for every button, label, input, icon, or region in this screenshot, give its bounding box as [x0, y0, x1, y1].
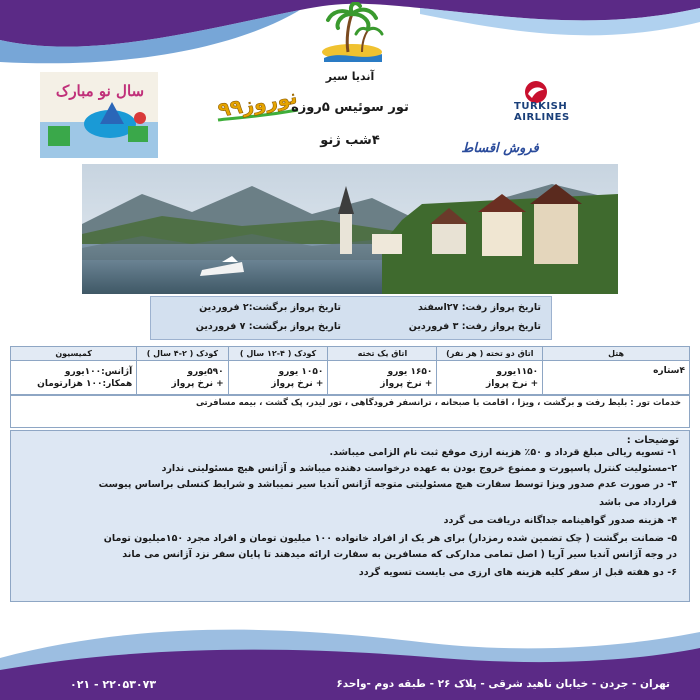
airline-name-line2: AIRLINES — [514, 111, 570, 123]
price-table-header-row — [11, 347, 690, 361]
child-4-12-price: ۱۰۵۰ یورو — [278, 366, 324, 377]
double-room-note: + نرخ پرواز — [486, 379, 539, 389]
note-item-6: ۶- دو هفته قبل از سفر کلیه هزینه های ارزی می بایست تسویه گردد — [358, 567, 677, 578]
double-room-price: ۱۱۵۰یورو — [496, 366, 539, 377]
agency-logo — [312, 2, 392, 66]
note-item-2: ۲-مسئولیت کنترل پاسپورت و ممنوع خروج بودن به عهده درخواست دهنده میباشد و آژانس هیچ مسئولیتی ندارد — [161, 463, 677, 474]
header-double-room: اتاق دو تخته ( هر نفر) — [437, 347, 543, 361]
notes-title: توضیحات : — [626, 435, 679, 446]
tour-title: تور سوئیس ۵روزه — [291, 100, 409, 115]
airline-name-line1: TURKISH — [514, 101, 568, 112]
header-child-2-4: کودک ( ۲-۴ سال ) — [137, 347, 228, 361]
cell-single-room — [328, 361, 437, 396]
return-date-2: تاریخ پرواز برگشت: ۷ فروردین — [195, 321, 341, 332]
header-single-room: اتاق یک تخته — [328, 347, 437, 361]
header-child-4-12: کودک ( ۴-۱۲ سال ) — [228, 347, 328, 361]
note-item-4: ۴- هزینه صدور گواهینامه جداگانه دریافت می گردد — [443, 515, 677, 526]
price-table — [10, 346, 690, 396]
child-2-4-price: ۵۹۰یورو — [187, 366, 224, 377]
hallstatt-landscape-image — [82, 164, 618, 294]
cell-child-2-4 — [137, 361, 228, 396]
tour-services-box — [10, 394, 690, 428]
return-date-1: تاریخ پرواز برگشت:۲ فروردین — [199, 302, 341, 313]
cell-commission — [11, 361, 137, 396]
child-4-12-note: + نرخ پرواز — [271, 379, 324, 389]
agency-name: آندیا سیر — [325, 70, 375, 83]
airline-name — [514, 102, 570, 123]
header-hotel: هتل — [543, 347, 690, 361]
note-item-3: ۳- در صورت عدم صدور ویزا توسط سفارت هیچ مسئولیتی متوجه آژانس آندیا سیر نمیباشد و شرایط کنسلی براساس پیوست — [98, 479, 677, 490]
header-commission: کمیسیون — [11, 347, 137, 361]
commission-agency: آژانس:۱۰۰یورو — [64, 366, 133, 377]
footer-phone: ۰۲۱ - ۲۲۰۵۳۰۷۳ — [70, 678, 157, 691]
departure-date-1: تاریخ پرواز رفت: ۲۷اسفند — [417, 302, 541, 313]
tour-nights: ۴شب ژنو — [320, 133, 380, 148]
cell-hotel: ۴ستاره — [543, 361, 690, 396]
table-row — [11, 361, 690, 396]
note-item-5: ۵- ضمانت برگشت ( چک تضمین شده رمزدار) برای هر یک از افراد خانواده ۱۰۰ میلیون تومان و افراد مجرد ۱۵۰میلیون تومان — [103, 533, 677, 544]
cell-double-room — [437, 361, 543, 396]
departure-date-2: تاریخ پرواز رفت: ۳ فروردین — [408, 321, 541, 332]
tour-services-text: خدمات تور : بلیط رفت و برگشت ، ویزا ، اقامت با صبحانه ، ترانسفر فرودگاهی ، تور لیدر، پک گشت ، بیمه مسافرتی — [195, 398, 681, 408]
note-item-1: ۱- تسویه ریالی مبلغ قرداد و ۵۰٪ هزینه ارزی موقع ثبت نام الزامی میباشد. — [329, 447, 677, 458]
newyear-card-image — [40, 72, 158, 158]
flight-dates-box — [150, 296, 552, 340]
notes-box — [10, 430, 690, 602]
single-room-note: + نرخ پرواز — [380, 379, 433, 389]
installment-sale-label: فروش اقساط — [461, 141, 539, 156]
newyear-card-text: سال نو مبارک — [55, 82, 145, 100]
child-2-4-note: + نرخ پرواز — [171, 379, 224, 389]
note-item-5-continued: در وجه آژانس آندیا سیر آریا ( اصل تمامی مدارکی که مسافرین به سفارت ارائه میدهند تا پایان سفر نزد آژانس می ماند — [122, 549, 677, 560]
single-room-price: ۱۶۵۰ یورو — [387, 366, 433, 377]
commission-partner: همکار:۱۰۰ هزارتومان — [37, 379, 133, 389]
nowruz-badge-text: نوروز۹۹ — [216, 84, 299, 122]
footer-address: تهران - جردن - خیابان ناهید شرقی - پلاک ۲۶ - طبقه دوم -واحد۶ — [336, 678, 670, 690]
cell-child-4-12 — [228, 361, 328, 396]
note-item-3-continued: قرارداد می باشد — [599, 497, 677, 508]
